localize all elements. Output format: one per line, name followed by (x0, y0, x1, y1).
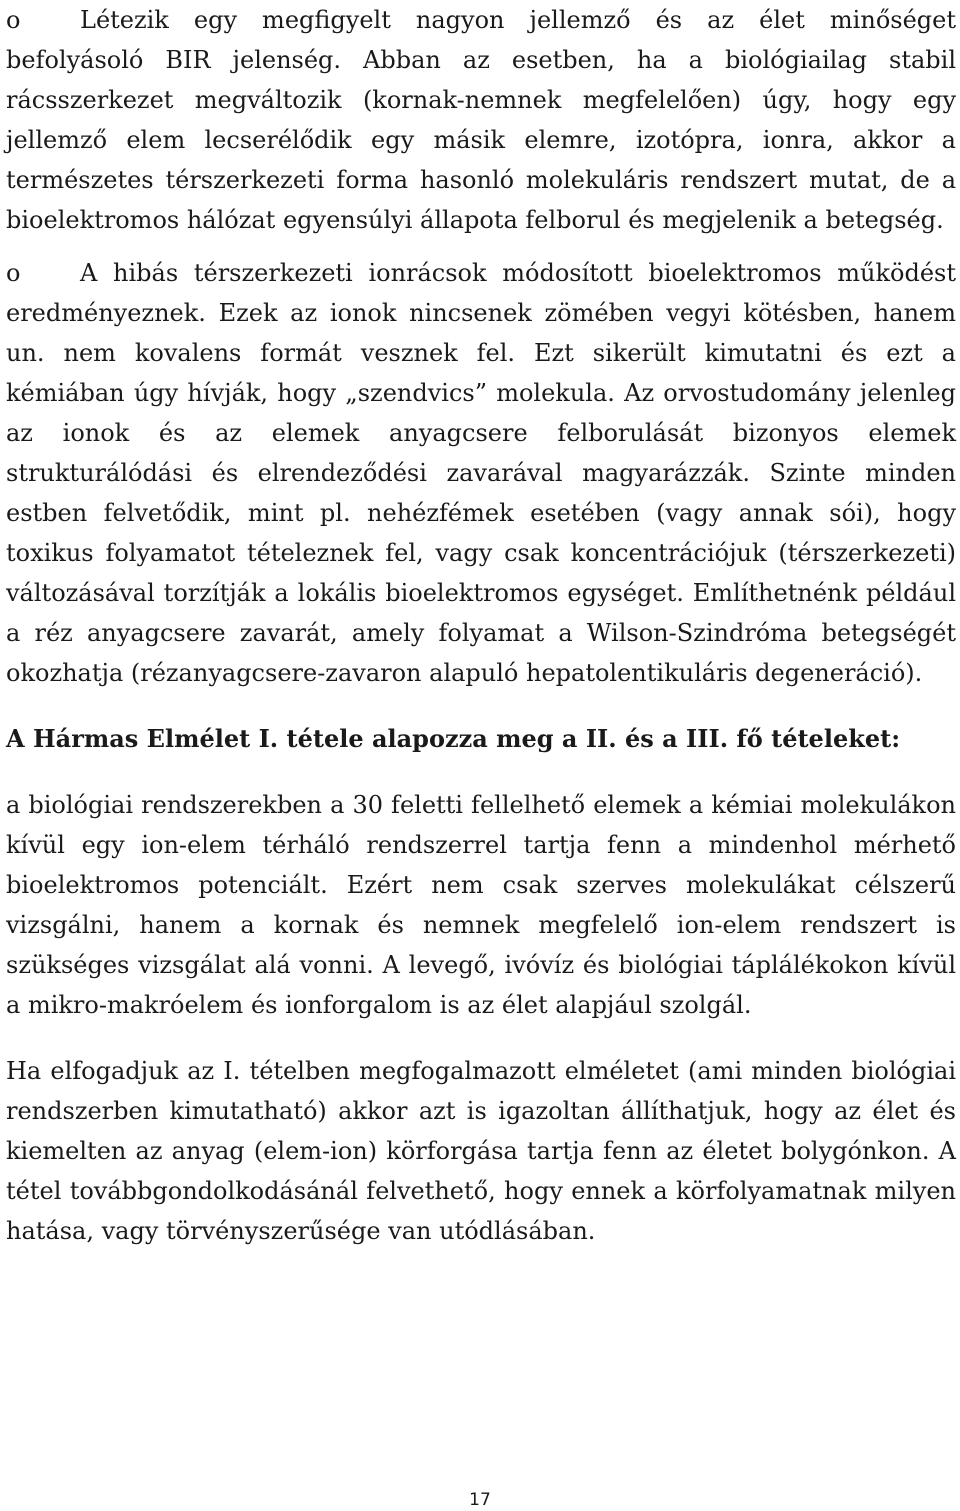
section-heading: A Hármas Elmélet I. tétele alapozza meg a II. és a III. fő tételeket: (6, 724, 901, 753)
body-paragraph-1: a biológiai rendszerekben a 30 feletti fellelhető elemek a kémiai molekulákon kívül egy ion-elem térháló rendszerrel tartja fenn a mindenhol mérhető bioelektromos potenciált. Ezért nem csak szerves molekulákat célszerű vizsgálni, hanem a kornak és nemnek megfelelő ion-elem rendszert is szükséges vizsgálat alá vonni. A levegő, ivóvíz és biológiai táplálékokon kívül a mikro-makróelem és ionforgalom is az élet alapjául szolgál. (6, 791, 956, 1019)
bullet-paragraph-1-text: Létezik egy megfigyelt nagyon jellemző és az élet minőséget befolyásoló BIR jelenség. Abban az esetben, ha a biológiailag stabil rácsszerkezet megváltozik (kornak-nemnek megfelelően) úgy, hogy egy jellemző elem lecserélődik egy másik elemre, izotópra, ionra, akkor a természetes térszerkezeti forma hasonló molekuláris rendszert mutat, de a bioelektromos hálózat egyensúlyi állapota felborul és megjelenik a betegség. (6, 6, 956, 234)
document-page (6, 0, 956, 1251)
body-paragraph-2: Ha elfogadjuk az I. tételben megfogalmazott elméletet (ami minden biológiai rendszerben kimutatható) akkor azt is igazoltan állíthatjuk, hogy az élet és kiemelten az anyag (elem-ion) körforgása tartja fenn az életet bolygónkon. A tétel továbbgondolkodásánál felvethető, hogy ennek a körfolyamatnak milyen hatása, vagy törvényszerűsége van utódlásában. (6, 1057, 956, 1245)
bullet-marker: o (6, 6, 21, 34)
bullet-paragraph-2 (6, 253, 956, 693)
bullet-marker: o (6, 259, 21, 287)
bullet-paragraph-1 (6, 0, 956, 240)
bullet-paragraph-2-text: A hibás térszerkezeti ionrácsok módosított bioelektromos működést eredményeznek. Ezek az ionok nincsenek zömében vegyi kötésben, hanem un. nem kovalens formát vesznek fel. Ezt sikerült kimutatni és ezt a kémiában úgy hívják, hogy „szendvics” molekula. Az orvostudomány jelenleg az ionok és az elemek anyagcsere felborulását bizonyos elemek strukturálódási és elrendeződési zavarával magyarázzák. Szinte minden estben felvetődik, mint pl. nehézfémek esetében (vagy annak sói), hogy toxikus folyamatot tételeznek fel, vagy csak koncentrációjuk (térszerkezeti) változásával torzítják a lokális bioelektromos egységet. Említhetnénk például a réz anyagcsere zavarát, amely folyamat a Wilson-Szindróma betegségét okozhatja (rézanyagcsere-zavaron alapuló hepatolentikuláris degeneráció). (6, 259, 956, 687)
page-number: 17 (469, 1490, 491, 1510)
